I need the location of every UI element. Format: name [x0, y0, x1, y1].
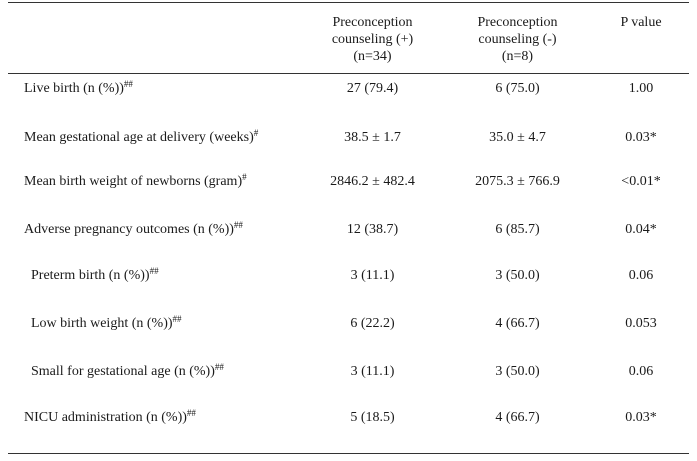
value-counseling-negative: 4 (66.7) [495, 410, 540, 425]
row-label [24, 79, 133, 99]
header-text: P value [620, 15, 662, 30]
header-counseling-negative [450, 14, 585, 65]
p-value: 0.03* [625, 410, 657, 425]
table-row [0, 128, 697, 148]
header-text: counseling (-) [478, 32, 557, 47]
row-label-text: Low birth weight (n (%)) [31, 316, 173, 331]
value-counseling-positive: 6 (22.2) [350, 316, 395, 331]
footnote-marker: ## [123, 79, 133, 89]
value-counseling-negative: 6 (85.7) [495, 222, 540, 237]
value-counseling-negative: 3 (50.0) [495, 364, 540, 379]
row-label-text: NICU administration (n (%)) [24, 410, 187, 425]
value-counseling-negative: 35.0 ± 4.7 [489, 130, 546, 145]
value-counseling-positive: 2846.2 ± 482.4 [330, 174, 415, 189]
table-row [0, 314, 697, 334]
table-row [0, 79, 697, 99]
footnote-marker: ## [186, 408, 196, 418]
row-label-text: Mean gestational age at delivery (weeks) [24, 130, 254, 145]
p-value: 0.04* [625, 222, 657, 237]
row-label [31, 362, 224, 382]
table-row [0, 408, 697, 428]
row-label [31, 266, 159, 286]
header-counseling-positive [305, 14, 440, 65]
footnote-marker: # [253, 128, 259, 138]
value-counseling-positive: 12 (38.7) [346, 222, 399, 237]
row-label-text: Live birth (n (%)) [24, 81, 124, 96]
table-row [0, 220, 697, 240]
value-counseling-positive: 27 (79.4) [346, 81, 399, 96]
footnote-marker: ## [149, 266, 159, 276]
value-counseling-negative: 3 (50.0) [495, 268, 540, 283]
p-value: 0.06 [628, 268, 654, 283]
row-label-text: Mean birth weight of newborns (gram) [24, 174, 243, 189]
header-p-value [596, 14, 686, 31]
value-counseling-negative: 4 (66.7) [495, 316, 540, 331]
p-value: 0.053 [625, 316, 657, 331]
table-row [0, 172, 697, 192]
value-counseling-positive: 38.5 ± 1.7 [344, 130, 401, 145]
row-label [24, 408, 196, 428]
row-label [24, 172, 247, 192]
p-value: 0.06 [628, 364, 654, 379]
value-counseling-positive: 3 (11.1) [350, 364, 395, 379]
header-text: counseling (+) [331, 32, 414, 47]
header-text: (n=34) [353, 49, 392, 64]
footnote-marker: # [242, 172, 247, 182]
p-value: <0.01* [621, 174, 661, 189]
row-label [24, 220, 243, 240]
table-row [0, 266, 697, 286]
p-value: 0.03* [625, 130, 657, 145]
table-row [0, 362, 697, 382]
row-label-text: Adverse pregnancy outcomes (n (%)) [24, 222, 234, 237]
value-counseling-positive: 5 (18.5) [350, 410, 395, 425]
p-value: 1.00 [628, 81, 654, 96]
header-text: (n=8) [501, 49, 534, 64]
value-counseling-negative: 6 (75.0) [495, 81, 540, 96]
footnote-marker: ## [214, 362, 224, 372]
row-label-text: Preterm birth (n (%)) [31, 268, 150, 283]
header-text: Preconception [477, 15, 558, 30]
value-counseling-positive: 3 (11.1) [350, 268, 395, 283]
row-label-text: Small for gestational age (n (%)) [31, 364, 215, 379]
footnote-marker: ## [233, 220, 243, 230]
table-top-rule [8, 2, 689, 3]
footnote-marker: ## [172, 314, 182, 324]
row-label [24, 128, 258, 148]
table-bottom-rule [8, 453, 689, 454]
table-header-rule [8, 73, 689, 74]
value-counseling-negative: 2075.3 ± 766.9 [475, 174, 560, 189]
row-label [31, 314, 182, 334]
header-text: Preconception [332, 15, 413, 30]
